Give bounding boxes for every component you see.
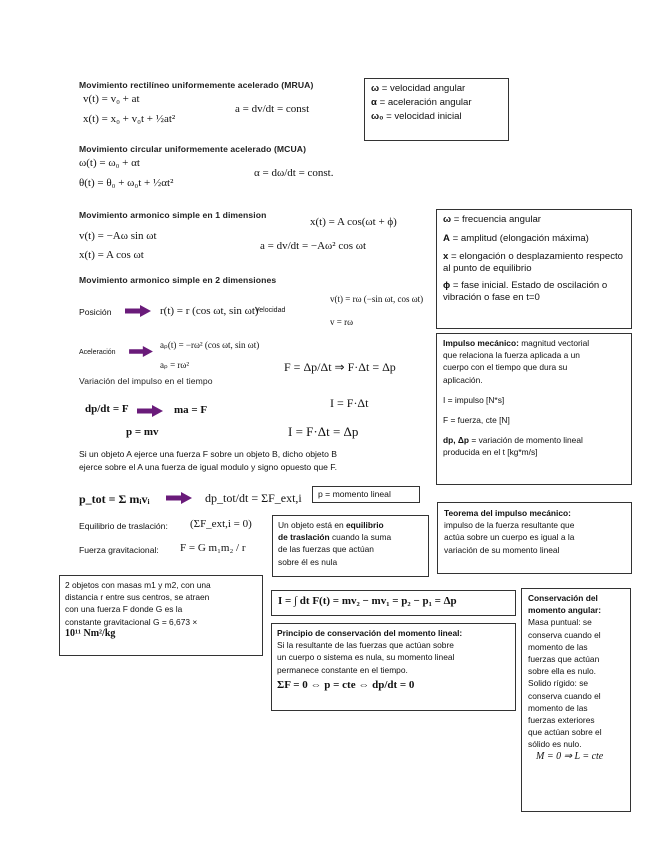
velocity-label: Velocidad (255, 307, 286, 314)
mas1-position-top-equation: x(t) = A cos(ωt + ϕ) (310, 216, 397, 228)
mas2-acceleration-magnitude: aₚ = rω² (160, 360, 190, 370)
equilibrium-box: Un objeto está en equilibrio de traslación cuando la suma de las fuerzas que actúan sobre él es nula (272, 515, 429, 577)
dp-dt-equation: dp/dt = F (85, 403, 129, 415)
mrua-title: Movimiento rectilíneo uniformemente acelerado (MRUA) (79, 80, 314, 90)
angular-legend-box (364, 78, 509, 141)
mas1-title: Movimiento armonico simple en 1 dimension (79, 210, 267, 220)
legend-item: x = elongación o desplazamiento respecto al punto de equilibrio (443, 251, 624, 274)
legend-item: A = amplitud (elongación máxima) (443, 233, 589, 244)
arrow-icon (125, 305, 151, 317)
total-momentum-equation: p_tot = Σ mᵢvᵢ (79, 492, 150, 506)
force-momentum-equation: F = Δp/Δt ⇒ F·Δt = Δp (284, 360, 396, 374)
third-law-line: Si un objeto A ejerce una fuerza F sobre un objeto B, dicho objeto B (79, 449, 337, 459)
legend-item: ϕ = fase inicial. Estado de oscilación o vibración o fase en t=0 (443, 280, 608, 303)
gravitational-label: Fuerza gravitacional: (79, 545, 159, 555)
linear-momentum-conservation-box: Principio de conservación del momento lineal: Si la resultante de las fuerzas que actúan sobre un cuerpo o sistema es nula, su momento lineal permanece constante en el tiempo. ΣF = 0 ⇔ p = cte ⇔ dp/dt = 0 (271, 623, 516, 711)
mas2-acceleration-equation: aₚ(t) = −rω² (cos ωt, sin ωt) (160, 340, 260, 350)
acceleration-label: Aceleración (79, 349, 116, 356)
mrua-velocity-equation: v(t) = v₀ + at (83, 93, 140, 105)
mcua-title: Movimiento circular uniformemente acelerado (MCUA) (79, 144, 307, 154)
mas-legend-box (436, 209, 632, 329)
arrow-icon (137, 405, 163, 417)
mas1-position-equation: x(t) = A cos ωt (79, 249, 144, 261)
momentum-equation: p = mv (126, 426, 159, 438)
legend-item: ω = velocidad angular (371, 83, 466, 94)
impulse-equation: I = F·Δt (330, 396, 369, 410)
legend-item: ω = frecuencia angular (443, 214, 541, 225)
legend-item: ω₀ = velocidad inicial (371, 111, 462, 122)
impulse-momentum-equation: I = F·Δt = Δp (288, 424, 359, 439)
arrow-icon (129, 346, 153, 357)
mcua-omega-equation: ω(t) = ω₀ + αt (79, 157, 140, 169)
mas1-acceleration-equation: a = dv/dt = −Aω² cos ωt (260, 240, 367, 252)
mcua-alpha-equation: α = dω/dt = const. (254, 167, 334, 179)
equilibrium-label: Equilibrio de traslación: (79, 521, 168, 531)
third-law-line: ejerce sobre el A una fuerza de igual modulo y signo opuesto que F. (79, 462, 337, 472)
mas2-position-equation: r(t) = r (cos ωt, sin ωt) (160, 305, 259, 317)
momentum-legend-box: p = momento lineal (312, 486, 420, 503)
arrow-icon (166, 492, 192, 504)
equilibrium-equation: (ΣF_ext,i = 0) (190, 518, 252, 530)
mrua-acceleration-equation: a = dv/dt = const (235, 103, 310, 115)
impulse-theorem-box: Teorema del impulso mecánico: impulso de la fuerza resultante que actúa sobre un cuerpo es igual a la variación de su momento lineal (437, 502, 632, 574)
variacion-title: Variación del impulso en el tiempo (79, 376, 213, 386)
gravitation-box: 2 objetos con masas m1 y m2, con una distancia r entre sus centros, se atraen con una fuerza F donde G es la constante gravitacional G = 6,673 × 10¹¹ Nm²/kg (59, 575, 263, 656)
mcua-theta-equation: θ(t) = θ₀ + ω₀t + ½αt² (79, 177, 174, 189)
mas1-velocity-equation: v(t) = −Aω sin ωt (79, 230, 157, 242)
impulse-integral-box: I = ∫ dt F(t) = mv₂ − mv₁ = p₂ − p₁ = Δp (271, 590, 516, 616)
mas2-speed-equation: v = rω (330, 317, 353, 327)
mas2-title: Movimiento armonico simple en 2 dimensiones (79, 275, 277, 285)
mrua-position-equation: x(t) = x₀ + v₀t + ½at² (83, 113, 176, 125)
angular-momentum-conservation-box: Conservación del momento angular: Masa puntual: se conserva cuando el momento de las fuerzas que actúan sobre ella es nulo. Solido rígido: se conserva cuando el momento de las fuerzas exteriores que actúan sobre el sólido es nulo. M = 0 ⇒ L = cte (521, 588, 631, 812)
gravitational-equation: F = G m₁m₂ / r (180, 542, 246, 554)
total-force-equation: dp_tot/dt = ΣF_ext,i (205, 491, 302, 505)
mas2-velocity-equation: v(t) = rω (−sin ωt, cos ωt) (330, 294, 424, 304)
ma-equation: ma = F (174, 404, 208, 416)
legend-item: α = aceleración angular (371, 97, 472, 108)
impulso-box: Impulso mecánico: magnitud vectorial que relaciona la fuerza aplicada a un cuerpo con el tiempo que dura su aplicación. I = impulso [N*s] F = fuerza, cte [N] dp, Δp = variación de momento lineal producida en el t [kg*m/s] (436, 333, 632, 485)
position-label: Posición (79, 307, 112, 317)
